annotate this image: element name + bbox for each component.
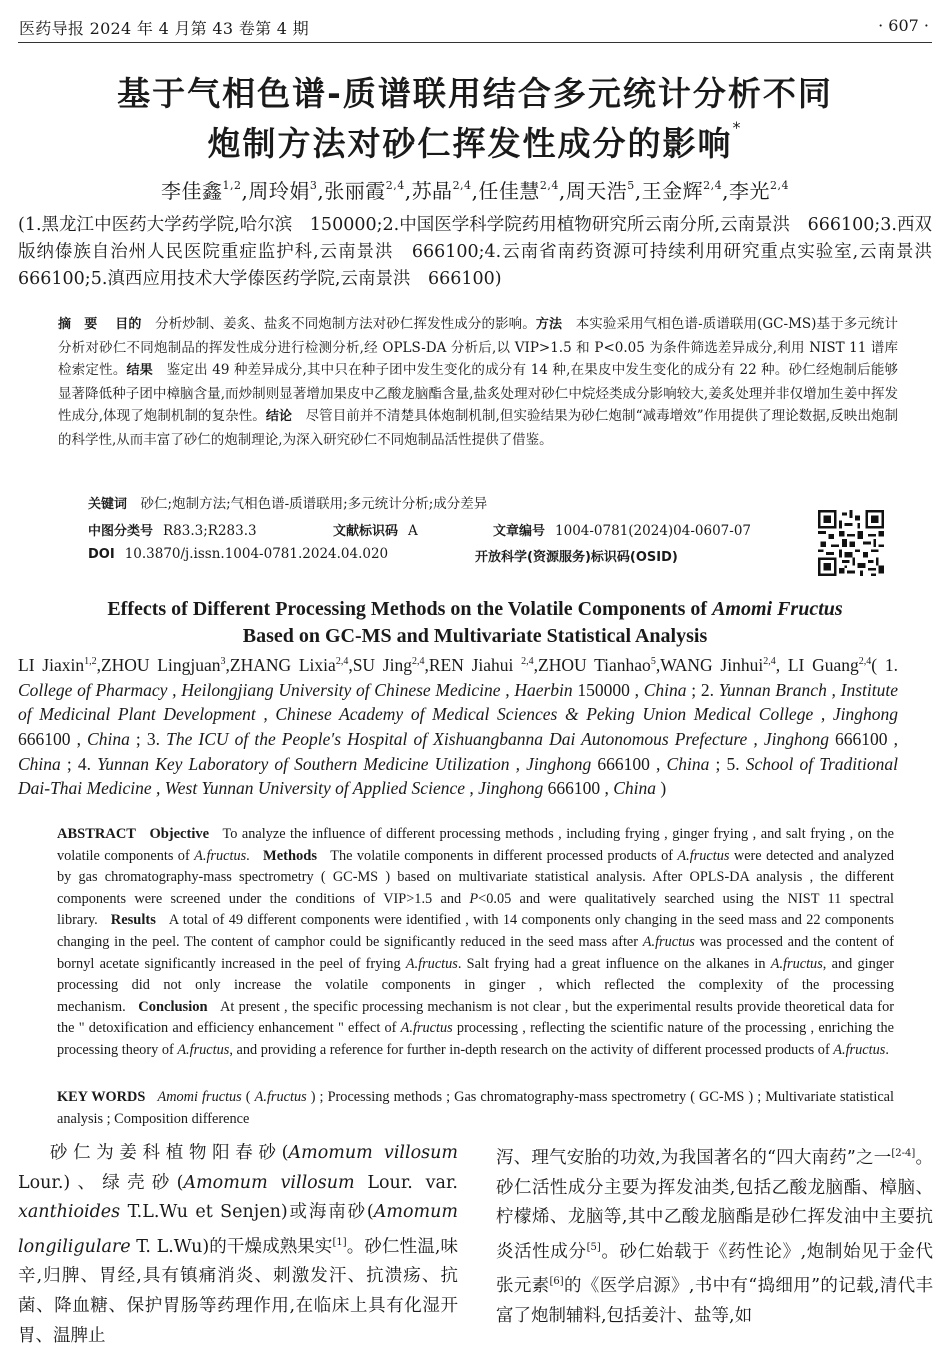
osid-qr-code[interactable] — [818, 510, 884, 576]
aff-en-5-country: China — [613, 778, 657, 799]
author-name: 李光 — [729, 179, 770, 203]
author-separator: , — [558, 179, 566, 203]
species-abbr: A.fructus — [833, 1041, 886, 1058]
body-left-text-6: 。砂仁性温,味辛,归脾、胃经,具有镇痛消炎、刺激发汗、抗溃疡、抗菌、降血糖、保护胃肠等药理作用,在临床上具有化湿开胃、温脾止 — [18, 1236, 458, 1346]
doi-value[interactable]: 10.3870/j.issn.1004-0781.2024.04.020 — [124, 546, 389, 562]
osid-row — [475, 546, 688, 565]
body-right-text-4: 的《医学启源》,书中有“捣细用”的记载,清代丰富了炮制辅料,包括姜汁、盐等,如 — [496, 1276, 933, 1326]
author-en-3: ,ZHANG Lixia — [225, 654, 336, 675]
clc-value: R83.3;R283.3 — [163, 523, 257, 539]
author-name: 任佳慧 — [478, 179, 540, 203]
author-separator: , — [722, 179, 729, 203]
results-cn-label: 结果 — [126, 363, 153, 379]
keywords-en — [57, 1087, 894, 1130]
results-en-label: Results — [110, 912, 156, 929]
author-name: 李佳鑫 — [160, 179, 223, 203]
body-left-text-3: Lour. var. — [354, 1172, 458, 1193]
article-number-row — [493, 520, 751, 539]
author-en-7: ,WANG Jinhui — [655, 654, 764, 675]
body-left-text-2: Lour.)、绿壳砂( — [18, 1172, 184, 1193]
results-cn-text: 鉴定出 49 种差异成分,其中只在种子团中发生变化的成分有 14 种,在果皮中发生变化的成分有 22 种。砂仁经炮制后能够显著降低种子团中樟脑含量,而炒制则显著增加果皮中乙酸龙脑酯含量,盐炙处理对砂仁中烷烃类成分影响较大,姜炙处理并非仅增加生姜中挥发性成分,体现了炮制机制的复杂性。 — [58, 362, 899, 425]
running-header-journal: 医药导报 2024 年 4 月第 43 卷第 4 期 — [19, 19, 309, 38]
title-en-species: Amomi Fructus — [712, 598, 843, 620]
article-number-label: 文章编号 — [493, 524, 546, 539]
author-name: 周天浩 — [565, 179, 628, 203]
authors-affiliations-en — [18, 650, 898, 801]
author-name: 王金辉 — [641, 179, 704, 203]
title-footnote-mark: * — [732, 118, 743, 137]
keywords-cn-text: 砂仁;炮制方法;气相色谱-质谱联用;多元统计分析;成分差异 — [140, 496, 488, 512]
variety-name: xanthioides — [18, 1202, 121, 1223]
objective-en-end: . — [246, 847, 250, 864]
aff-en-4-pre: ; 4. — [60, 753, 98, 774]
species-abbr: A.fructus — [677, 847, 730, 864]
aff-en-close: ) — [656, 778, 667, 799]
species-name-2: Amomum villosum — [183, 1172, 355, 1193]
species-name-3: Amomum longiligulare — [18, 1202, 458, 1257]
methods-en-text-3: <0.05 and were qualitatively searched using the NIST 11 spectral library. — [57, 890, 894, 929]
aff-en-1-post: 150000 , — [572, 679, 644, 700]
conclusion-cn-text: 尽管目前并不清楚具体炮制机制,但实验结果为砂仁炮制“减毒增效”作用提供了理论数据,反映出炮制的科学性,从而丰富了砂仁的炮制理论,为深入研究砂仁不同炮制品活性提供了借鉴。 — [58, 408, 898, 448]
title-cn-line1: 基于气相色谱-质谱联用结合多元统计分析不同 — [117, 74, 833, 113]
methods-en-label: Methods — [263, 847, 317, 864]
results-en-text-3: . Salt frying had a great influence on the alkanes in — [457, 955, 771, 972]
author-separator: , — [317, 179, 325, 203]
species-abbr: A.fructus — [405, 955, 458, 972]
aff-en-1-country: China — [643, 679, 687, 700]
title-en-line1-text: Effects of Different Processing Methods on the Volatile Components of — [107, 598, 713, 620]
author-en-3-aff: 2,4 — [335, 656, 349, 667]
citation-ref[interactable]: [1] — [332, 1236, 347, 1248]
species-abbr: A.fructus — [400, 1020, 453, 1037]
keywords-cn — [88, 492, 898, 512]
aff-en-3-pre: ; 3. — [129, 728, 167, 749]
citation-ref[interactable]: [6] — [549, 1276, 564, 1288]
author-name: 张丽霞 — [324, 179, 386, 203]
keywords-cn-label: 关键词 — [88, 497, 128, 512]
species-name-1: Amomum villosum — [288, 1143, 458, 1163]
page-number: · 607 · — [878, 16, 929, 35]
aff-en-5-pre: ; 5. — [709, 753, 746, 774]
p-value-symbol: P — [469, 890, 479, 907]
methods-cn-text: 本实验采用气相色谱-质谱联用(GC-MS)基于多元统计分析对砂仁不同炮制品的挥发性成分进行检测分析,经 OPLS-DA 分析后,以 VIP>1.5 和 P<0.05 为条件筛选差异成分,利用 NIST 11 谱库检索定性。 — [58, 316, 898, 379]
conclusion-cn-label: 结论 — [265, 409, 293, 425]
results-en-text-1: A total of 49 different components were identified , with 14 components only changing in the seed mass and 22 components changing in the peel. The content of camphor could be significantly reduced in the seed mass after — [57, 912, 894, 950]
results-en-text-4: , and ginger processing did not only increase the volatile components in ginger , which reflected the complexity of the processing mechanism. — [57, 955, 894, 1015]
author-separator: , — [634, 179, 642, 203]
author-en-8-aff: 2,4 — [858, 656, 872, 667]
author-separator: , — [404, 179, 412, 203]
article-number-value: 1004-0781(2024)04-0607-07 — [555, 523, 752, 539]
author-affiliation-number: 2,4 — [385, 179, 405, 192]
keyword-paren: ( — [241, 1089, 255, 1105]
aff-en-3-country: China — [18, 753, 61, 774]
methods-en-text: The volatile components in different processed products of — [330, 847, 678, 864]
keywords-en-rest: ) ; Processing methods ; Gas chromatography-mass spectrometry ( GC-MS ) ; Multivariate statistical analysis ; Composition difference — [57, 1089, 894, 1127]
conclusion-en-text-2: processing , reflecting the scientific nature of the processing , enriching the processing theory of — [57, 1020, 894, 1058]
body-right-text-3: 。砂仁始载于《药性论》,炮制始见于金代张元素 — [496, 1241, 934, 1297]
aff-en-1: College of Pharmacy , Heilongjiang University of Chinese Medicine , Haerbin — [18, 679, 573, 700]
author-list-cn — [30, 175, 920, 204]
objective-en-label: Objective — [149, 826, 210, 842]
title-cn-line2 — [40, 118, 910, 165]
objective-cn-text: 分析炒制、姜炙、盐炙不同炮制方法对砂仁挥发性成分的影响。 — [155, 316, 536, 332]
author-affiliation-number: 2,4 — [770, 179, 789, 192]
author-en-4: ,SU Jing — [348, 654, 412, 675]
abstract-en-label: ABSTRACT — [57, 826, 136, 842]
author-name: 周玲娟 — [248, 179, 310, 203]
objective-cn-label: 目的 — [115, 317, 142, 332]
author-en-1-aff: 1,2 — [84, 656, 97, 667]
citation-ref[interactable]: [2-4] — [891, 1148, 916, 1159]
author-en-8: , LI Guang — [775, 654, 859, 675]
aff-en-5: School of Traditional Dai-Thai Medicine , West Yunnan University of Applied Science , Jinghong — [18, 753, 898, 799]
doi-row — [88, 546, 388, 562]
aff-en-1-pre: ( 1. — [871, 654, 898, 675]
aff-en-2: Yunnan Branch , Institute of Medicinal Plant Development , Chinese Academy of Medical Sciences & Peking Union Medical College , Jinghong — [18, 679, 899, 725]
body-left-text-1: 砂仁为姜科植物阳春砂( — [44, 1143, 289, 1163]
citation-ref[interactable]: [5] — [586, 1241, 601, 1253]
author-affiliation-number: 1,2 — [222, 179, 242, 192]
body-right-text-1: 泻、理气安胎的功效,为我国著名的“四大南药”之一 — [496, 1148, 892, 1168]
conclusion-en-label: Conclusion — [138, 998, 208, 1015]
keyword-species: Amomi fructus — [157, 1089, 242, 1105]
conclusion-en-text-3: , and providing a reference for further in-depth research on the activity of different processed products of — [229, 1041, 834, 1058]
aff-en-4: Yunnan Key Laboratory of Southern Medicine Utilization , Jinghong — [97, 753, 592, 774]
clc-label: 中图分类号 — [88, 524, 154, 539]
methods-en-text-2: were detected and analyzed by gas chromatography-mass spectrometry ( GC-MS ) based on multivariate statistical analysis. After OPLS-DA analysis , the different components were screened under the conditions of VIP>1.5 and — [57, 847, 894, 907]
author-en-5: ,REN Jiahui — [424, 654, 522, 675]
author-en-5-aff: 2,4 — [521, 656, 534, 667]
keyword-species-abbr: A.fructus — [254, 1089, 307, 1105]
aff-en-4-country: China — [666, 753, 710, 774]
title-cn-line2-text: 炮制方法对砂仁挥发性成分的影响 — [207, 124, 733, 163]
author-en-6-aff: 5 — [650, 656, 656, 667]
aff-en-4-post: 666100 , — [591, 753, 667, 774]
doc-code-row — [333, 520, 418, 539]
conclusion-en-text-4: . — [885, 1041, 889, 1058]
author-en-1: LI Jiaxin — [18, 654, 85, 675]
aff-en-5-post: 666100 , — [543, 778, 614, 799]
doc-code-label: 文献标识码 — [333, 524, 399, 539]
aff-en-3: The ICU of the People′s Hospital of Xishuangbanna Dai Autonomous Prefecture , Jinghong — [166, 728, 829, 749]
keywords-en-label: KEY WORDS — [57, 1089, 146, 1105]
species-abbr: A.fructus — [642, 933, 695, 950]
author-en-6: ,ZHOU Tianhao — [533, 654, 651, 675]
body-left-text-5: T. L.Wu)的干燥成熟果实 — [130, 1236, 333, 1257]
author-affiliation-number: 2,4 — [539, 179, 559, 192]
body-column-right — [496, 1139, 933, 1332]
abstract-en — [57, 824, 894, 1062]
aff-en-3-post: 666100 , — [828, 728, 899, 749]
body-left-text-4: T.L.Wu et Senjen)或海南砂( — [120, 1202, 374, 1223]
author-en-2-aff: 3 — [220, 656, 226, 667]
species-abbr: A.fructus — [177, 1041, 230, 1058]
species-abbr: A.fructus — [194, 847, 247, 864]
abstract-cn — [58, 313, 898, 452]
author-affiliation-number: 2,4 — [452, 179, 472, 192]
author-en-4-aff: 2,4 — [411, 656, 425, 667]
affiliations-cn: (1.黑龙江中医药大学药学院,哈尔滨 150000;2.中国医学科学院药用植物研究所云南分所,云南景洪 666100;3.西双版纳傣族自治州人民医院重症监护科,云南景洪 666100;4.云南省南药资源可持续利用研究重点实验室,云南景洪 666100;5.滇西应用技术大学傣医药学院,云南景洪 666100) — [18, 215, 950, 289]
author-affiliation-number: 3 — [309, 179, 318, 192]
aff-en-2-country: China — [87, 728, 130, 749]
title-en-line1 — [40, 598, 910, 621]
doi-label: DOI — [88, 547, 115, 562]
header-rule — [18, 42, 932, 43]
author-affiliation-number: 5 — [627, 179, 635, 192]
author-separator: , — [241, 179, 249, 203]
author-en-7-aff: 2,4 — [763, 656, 776, 667]
body-column-left — [18, 1139, 458, 1351]
species-abbr: A.fructus — [770, 955, 823, 972]
author-name: 苏晶 — [411, 179, 453, 203]
author-affiliation-number: 2,4 — [703, 179, 723, 192]
methods-cn-label: 方法 — [535, 317, 563, 332]
aff-en-2-pre: ; 2. — [686, 679, 719, 700]
body-right-text-2: 。砂仁活性成分主要为挥发油类,包括乙酸龙脑酯、樟脑、柠檬烯、龙脑等,其中乙酸龙脑酯是砂仁挥发油中主要抗炎活性成分 — [496, 1148, 933, 1262]
author-en-2: ,ZHOU Lingjuan — [96, 654, 221, 675]
aff-en-2-post: 666100 , — [18, 728, 88, 749]
doc-code-value: A — [408, 523, 418, 539]
author-separator: , — [471, 179, 479, 203]
abstract-cn-label: 摘 要 — [58, 317, 98, 332]
conclusion-en-text-1: At present , the specific processing mechanism is not clear , but the experimental results provide theoretical data for the " detoxification and efficiency enhancement " effect of — [57, 998, 894, 1037]
osid-label: 开放科学(资源服务)标识码(OSID) — [475, 550, 678, 565]
results-en-text-2: was processed and the content of bornyl acetate significantly increased in the peel of frying — [57, 933, 894, 972]
objective-en-text: To analyze the influence of different processing methods , including frying , ginger frying , and salt frying , on the volatile components of — [57, 826, 894, 864]
clc-row — [88, 520, 257, 539]
title-en-line2: Based on GC-MS and Multivariate Statistical Analysis — [242, 625, 708, 647]
